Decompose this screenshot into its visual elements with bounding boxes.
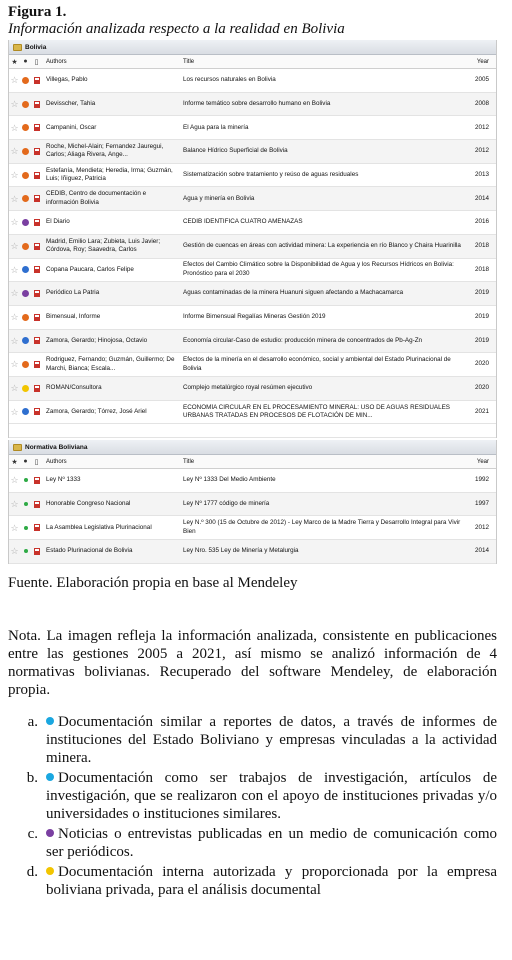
row-year: 1997 [474, 499, 489, 507]
pdf-cell [31, 266, 42, 273]
table-row[interactable] [9, 187, 496, 211]
row-title: Balance Hídrico Superficial de Bolivia [183, 147, 288, 155]
row-authors: Devisscher, Tahia [46, 99, 96, 107]
row-title: Ley Nº 1333 Del Medio Ambiente [183, 476, 276, 484]
star-icon[interactable]: ☆ [10, 288, 19, 299]
legend-item [8, 863, 497, 899]
legend-text-block [46, 863, 497, 899]
row-title: Sistematización sobre tratamiento y reúso de aguas residuales [183, 170, 359, 178]
row-year: 2016 [474, 218, 489, 226]
row-title: Ley N.º 300 (15 de Octubre de 2012) - Ley Marco de la Madre Tierra y Desarrollo Integral para Vivir Bien [183, 519, 461, 535]
category-dot-icon [22, 124, 29, 131]
table-row[interactable] [9, 516, 496, 540]
row-title: Informe temático sobre desarrollo humano en Bolivia [183, 99, 331, 107]
row-year: 2012 [474, 523, 489, 531]
status-cell [20, 266, 31, 273]
table-row[interactable] [9, 235, 496, 259]
status-cell [20, 290, 31, 297]
table-row[interactable] [9, 116, 496, 140]
table-row[interactable] [9, 69, 496, 93]
pdf-icon[interactable] [34, 172, 40, 179]
star-icon[interactable]: ☆ [10, 335, 19, 346]
pdf-cell [31, 243, 42, 250]
mendeley-table-normativa [8, 440, 497, 564]
table-row[interactable] [9, 469, 496, 493]
star-icon[interactable]: ☆ [10, 264, 19, 275]
status-cell [20, 219, 31, 226]
column-header-row [9, 55, 496, 69]
figure-label: Figura 1. [8, 4, 67, 20]
star-icon[interactable]: ☆ [10, 498, 19, 509]
row-year: 2020 [474, 384, 489, 392]
category-dot-icon [22, 266, 29, 273]
legend-letter: b. [26, 770, 38, 786]
star-icon[interactable]: ☆ [10, 98, 19, 109]
legend-text: Documentación interna autorizada y proporcionada por la empresa boliviana privada, para el análisis documental [46, 864, 497, 898]
pdf-cell [31, 77, 42, 84]
status-cell [20, 337, 31, 344]
pdf-cell [31, 172, 42, 179]
category-dot-icon [22, 172, 29, 179]
row-title: Gestión de cuencas en áreas con actividad minera: La experiencia en río Blanco y Chaira Huarinilla [183, 241, 461, 249]
pdf-cell [31, 101, 42, 108]
star-column-icon[interactable]: ★ [11, 458, 18, 466]
bullet-dot-icon [46, 867, 54, 875]
star-icon[interactable]: ☆ [10, 217, 19, 228]
legend-item [8, 825, 497, 861]
star-icon[interactable]: ☆ [10, 240, 19, 251]
category-dot-icon [22, 195, 29, 202]
row-year: 2012 [474, 123, 489, 131]
read-status-column-icon[interactable]: ● [23, 458, 28, 465]
pdf-icon[interactable] [34, 501, 40, 508]
row-authors: Estefanía, Mendieta; Heredia, Irma; Guzmán, Luis; Iñiguez, Patricia [46, 166, 173, 183]
pdf-cell [31, 408, 42, 415]
pdf-cell [31, 385, 42, 392]
row-title: Economía circular-Caso de estudio: producción minera de concentrados de Pb-Ag-Zn [183, 336, 423, 344]
pdf-icon[interactable] [34, 361, 40, 368]
bullet-dot-icon [46, 717, 54, 725]
pdf-cell [31, 124, 42, 131]
pdf-cell [31, 148, 42, 155]
category-dot-icon [22, 314, 29, 321]
legend-item [8, 713, 497, 767]
star-icon[interactable]: ☆ [10, 546, 19, 557]
row-title: Efectos de la minería en el desarrollo económico, social y ambiental del Estado Plurinacional de Bolivia [183, 356, 451, 372]
legend-text-block [46, 713, 497, 767]
row-year: 2013 [474, 170, 489, 178]
row-title: Complejo metalúrgico royal resúmen ejecutivo [183, 384, 313, 392]
table-row[interactable] [9, 259, 496, 283]
pdf-icon[interactable] [34, 385, 40, 392]
star-icon[interactable]: ☆ [10, 122, 19, 133]
pdf-icon[interactable] [34, 266, 40, 273]
status-cell [20, 195, 31, 202]
pdf-icon[interactable] [34, 524, 40, 531]
star-icon[interactable]: ☆ [10, 312, 19, 323]
legend-text: Documentación similar a reportes de datos, a través de informes de instituciones del Estado Boliviano y empresas vinculadas a la actividad minera. [46, 714, 497, 766]
row-authors: ROMAN/Consultora [46, 384, 102, 392]
row-authors: Rodriguez, Fernando; Guzmán, Guillermo; De Marchi, Bianca; Escala... [46, 356, 175, 372]
row-title: Ley Nro. 535 Ley de Minería y Metalurgia [183, 547, 299, 555]
pdf-icon[interactable] [34, 314, 40, 321]
row-title: Informe Bimensual Regalías Mineras Gestión 2019 [183, 313, 326, 321]
status-cell [20, 385, 31, 392]
status-cell [20, 526, 31, 530]
title-column-header[interactable]: Title [183, 458, 195, 465]
pdf-cell [31, 337, 42, 344]
legend-letter: d. [26, 864, 38, 880]
group-header-bolivia[interactable] [9, 40, 496, 55]
authors-column-header[interactable]: Authors [46, 458, 67, 465]
row-authors: La Asamblea Legislativa Plurinacional [46, 523, 152, 531]
row-title: El Agua para la minería [183, 123, 249, 131]
document-column-icon[interactable]: ▯ [34, 58, 39, 66]
table-row[interactable] [9, 353, 496, 377]
table-row[interactable] [9, 330, 496, 354]
folder-icon [13, 44, 22, 51]
group-name: Normativa Boliviana [25, 443, 88, 451]
year-column-header[interactable]: Year [476, 458, 489, 465]
row-year: 2018 [474, 241, 489, 249]
pdf-icon[interactable] [34, 148, 40, 155]
star-icon[interactable]: ☆ [10, 193, 19, 204]
figure-title: Información analizada respecto a la realidad en Bolivia [8, 21, 345, 37]
empty-row [9, 424, 496, 438]
pdf-icon[interactable] [34, 77, 40, 84]
pdf-cell [31, 361, 42, 368]
status-cell [20, 549, 31, 553]
pdf-cell [31, 290, 42, 297]
read-status-dot-icon [24, 502, 28, 506]
status-cell [20, 77, 31, 84]
category-dot-icon [22, 290, 29, 297]
star-icon[interactable]: ☆ [10, 75, 19, 86]
table-row[interactable] [9, 282, 496, 306]
category-dot-icon [22, 101, 29, 108]
legend-text-block [46, 825, 497, 861]
row-year: 2012 [474, 147, 489, 155]
row-year: 2019 [474, 289, 489, 297]
pdf-icon[interactable] [34, 195, 40, 202]
row-authors: Campanini, Oscar [46, 123, 97, 131]
star-icon[interactable]: ☆ [10, 359, 19, 370]
row-title: Ley Nº 1777 código de minería [183, 499, 270, 507]
pdf-icon[interactable] [34, 219, 40, 226]
pdf-cell [31, 501, 42, 508]
pdf-icon[interactable] [34, 337, 40, 344]
row-year: 2014 [474, 547, 489, 555]
star-column-icon[interactable]: ★ [11, 58, 18, 66]
read-status-dot-icon [24, 549, 28, 553]
row-year: 2008 [474, 99, 489, 107]
pdf-cell [31, 548, 42, 555]
table-row[interactable] [9, 140, 496, 164]
star-icon[interactable]: ☆ [10, 406, 19, 417]
bullet-dot-icon [46, 829, 54, 837]
category-dot-icon [22, 408, 29, 415]
row-authors: Zamora, Gerardo; Hinojosa, Octavio [46, 336, 148, 344]
table-row[interactable] [9, 164, 496, 188]
legend-list [8, 713, 497, 901]
row-authors: Zamora, Gerardo; Tórrez, José Ariel [46, 407, 147, 415]
star-icon[interactable]: ☆ [10, 146, 19, 157]
row-title: Aguas contaminadas de la minera Huanuni siguen afectando a Machacamarca [183, 289, 404, 297]
legend-letter: a. [27, 714, 38, 730]
category-dot-icon [22, 77, 29, 84]
bullet-dot-icon [46, 773, 54, 781]
group-name: Bolivia [25, 43, 47, 51]
group-header-normativa[interactable] [9, 440, 496, 455]
reference-list [9, 69, 496, 424]
status-cell [20, 124, 31, 131]
pdf-icon[interactable] [34, 408, 40, 415]
document-column-icon[interactable]: ▯ [34, 458, 39, 466]
pdf-icon[interactable] [34, 548, 40, 555]
table-row[interactable] [9, 93, 496, 117]
row-authors: Bimensual, Informe [46, 313, 101, 321]
table-row[interactable] [9, 401, 496, 425]
row-authors: Roche, Michel-Alain; Fernandez Jauregui, Carlos; Aliaga Rivera, Ange... [46, 143, 164, 159]
row-authors: Periódico La Patria [46, 289, 100, 297]
row-year: 2005 [474, 76, 489, 84]
row-year: 1992 [474, 476, 489, 484]
star-icon[interactable]: ☆ [10, 169, 19, 180]
row-authors: Copana Paucara, Carlos Felipe [46, 265, 134, 273]
row-title: Agua y minería en Bolivia [183, 194, 255, 202]
year-column-header[interactable]: Year [476, 58, 489, 65]
mendeley-table-bolivia [8, 40, 497, 438]
status-cell [20, 502, 31, 506]
read-status-dot-icon [24, 526, 28, 530]
category-dot-icon [22, 243, 29, 250]
legend-text: Documentación como ser trabajos de investigación, artículos de investigación, que se realizaron con el apoyo de instituciones privadas y/o universidades o instituciones similares. [46, 770, 497, 822]
pdf-icon[interactable] [34, 124, 40, 131]
category-dot-icon [22, 385, 29, 392]
legend-item [8, 769, 497, 823]
folder-icon [13, 444, 22, 451]
row-year: 2014 [474, 194, 489, 202]
star-icon[interactable]: ☆ [10, 522, 19, 533]
pdf-icon[interactable] [34, 243, 40, 250]
authors-column-header[interactable]: Authors [46, 58, 67, 65]
status-cell [20, 101, 31, 108]
category-dot-icon [22, 148, 29, 155]
legend-text: Noticias o entrevistas publicadas en un medio de comunicación como ser periódicos. [46, 826, 497, 860]
category-dot-icon [22, 361, 29, 368]
status-cell [20, 361, 31, 368]
table-row[interactable] [9, 306, 496, 330]
row-authors: Villegas, Pablo [46, 76, 88, 84]
pdf-icon[interactable] [34, 477, 40, 484]
pdf-cell [31, 477, 42, 484]
category-dot-icon [22, 337, 29, 344]
legend-letter: c. [27, 826, 38, 842]
column-header-row [9, 455, 496, 469]
pdf-icon[interactable] [34, 290, 40, 297]
row-title: Los recursos naturales en Bolivia [183, 76, 276, 84]
row-authors: CEDIB, Centro de documentación e información Bolivia [46, 190, 147, 206]
status-cell [20, 148, 31, 155]
reference-list [9, 469, 496, 564]
read-status-column-icon[interactable]: ● [23, 58, 28, 65]
row-year: 2021 [474, 407, 489, 415]
table-row[interactable] [9, 540, 496, 564]
row-title: ECONOMÍA CIRCULAR EN EL PROCESAMIENTO MINERAL: USO DE AGUAS RESIDUALES URBANAS TRATADAS EN PROCESOS DE FLOTACIÓN DE MIN... [183, 403, 450, 419]
row-authors: Ley Nº 1333 [46, 476, 81, 484]
pdf-cell [31, 195, 42, 202]
star-icon[interactable]: ☆ [10, 383, 19, 394]
read-status-dot-icon [24, 478, 28, 482]
legend-text-block [46, 769, 497, 823]
star-icon[interactable]: ☆ [10, 475, 19, 486]
row-authors: El Diario [46, 218, 70, 226]
row-authors: Madrid, Emilio Lara; Zubieta, Luis Javier; Córdova, Roy; Saavedra, Carlos [46, 237, 161, 254]
row-title: Efectos del Cambio Climático sobre la Disponibilidad de Agua y los Recursos Hídricos en Bolivia: Pronóstico para el 2030 [183, 261, 454, 277]
pdf-icon[interactable] [34, 101, 40, 108]
row-authors: Honorable Congreso Nacional [46, 499, 131, 507]
table-row[interactable] [9, 211, 496, 235]
row-year: 2020 [474, 360, 489, 368]
status-cell [20, 172, 31, 179]
source-note: Fuente. Elaboración propia en base al Mendeley [8, 575, 298, 591]
row-authors: Estado Plurinacional de Bolivia [46, 547, 133, 555]
table-row[interactable] [9, 377, 496, 401]
row-year: 2019 [474, 313, 489, 321]
row-title: CEDIB IDENTIFICA CUATRO AMENAZAS [183, 218, 303, 226]
table-row[interactable] [9, 493, 496, 517]
row-year: 2018 [474, 265, 489, 273]
pdf-cell [31, 219, 42, 226]
status-cell [20, 408, 31, 415]
pdf-cell [31, 524, 42, 531]
status-cell [20, 314, 31, 321]
category-dot-icon [22, 219, 29, 226]
pdf-cell [31, 314, 42, 321]
status-cell [20, 478, 31, 482]
title-column-header[interactable]: Title [183, 58, 195, 65]
status-cell [20, 243, 31, 250]
note-paragraph: Nota. La imagen refleja la información analizada, consistente en publicaciones entre las gestiones 2005 a 2021, así mismo se analizó información de 4 normativas bolivianas. Recuperado del software Mendeley, de elaboración propia. [8, 628, 497, 698]
row-year: 2019 [474, 336, 489, 344]
